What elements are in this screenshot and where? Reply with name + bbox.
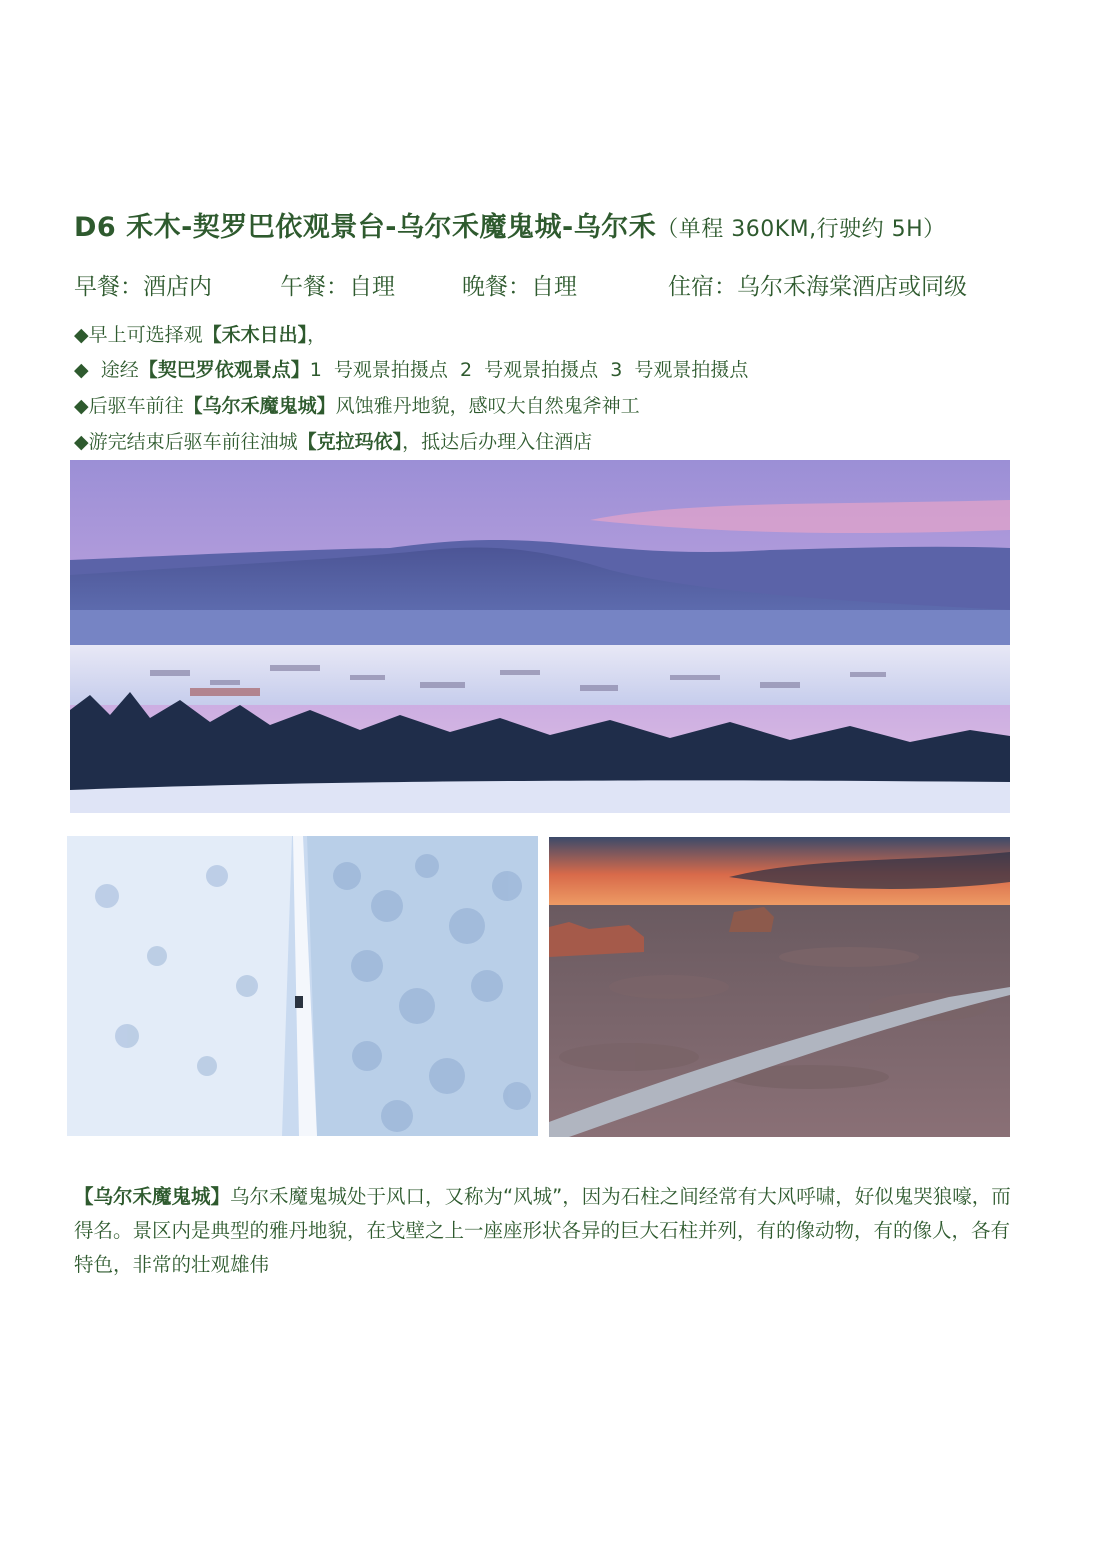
itinerary-bullet [74, 320, 326, 347]
itinerary-bullet [74, 391, 640, 418]
bullet-highlight: 【乌尔禾魔鬼城】 [183, 395, 336, 417]
bullet-text: 途经 [88, 359, 139, 381]
description-title: 【乌尔禾魔鬼城】 [74, 1185, 231, 1208]
itinerary-bullet [74, 427, 592, 454]
bullet-text: 早上可选择观 [88, 324, 203, 346]
dinner-info: 晚餐：自理 [462, 274, 577, 300]
lunch-info: 午餐：自理 [280, 274, 395, 300]
bullet-text: 后驱车前往 [88, 395, 184, 417]
snow-forest-road-photo [67, 836, 538, 1136]
diamond-bullet-icon: ◆ [74, 359, 89, 381]
day-title [74, 205, 1074, 244]
yardang-sunset-photo [549, 837, 1010, 1137]
lodging-info: 住宿：乌尔禾海棠酒店或同级 [668, 274, 967, 300]
description-paragraph [74, 1180, 1014, 1282]
bullet-highlight: 【克拉玛依】 [297, 431, 403, 453]
diamond-bullet-icon: ◆ [74, 431, 89, 453]
diamond-bullet-icon: ◆ [74, 324, 89, 346]
bullet-highlight: 【契巴罗依观景点】 [138, 359, 310, 381]
bullet-text: ，抵达后办理入住酒店 [402, 431, 593, 453]
bullet-text: ， [307, 324, 327, 346]
day-title-sub: （单程 360KM,行驶约 5H） [656, 217, 946, 242]
diamond-bullet-icon: ◆ [74, 395, 89, 417]
day-title-main: D6 禾木-契罗巴依观景台-乌尔禾魔鬼城-乌尔禾 [74, 212, 657, 243]
breakfast-info: 早餐：酒店内 [74, 274, 212, 300]
bullet-text: 风蚀雅丹地貌，感叹大自然鬼斧神工 [335, 395, 640, 417]
meals-row [74, 268, 1054, 300]
description-text: 乌尔禾魔鬼城处于风口，又称为“风城”，因为石柱之间经常有大风呼啸，好似鬼哭狼嚎，而得名。景区内是典型的雅丹地貌，在戈壁之上一座座形状各异的巨大石柱并列，有的像动物，有的像人，各有特色，非常的壮观雄伟 [74, 1185, 1011, 1276]
bullet-highlight: 【禾木日出】 [202, 324, 308, 346]
itinerary-bullet [74, 355, 748, 382]
snowy-village-photo [70, 460, 1010, 813]
bullet-text: 1 号观景拍摄点 2 号观景拍摄点 3 号观景拍摄点 [309, 359, 749, 381]
bullet-text: 游完结束后驱车前往油城 [88, 431, 298, 453]
